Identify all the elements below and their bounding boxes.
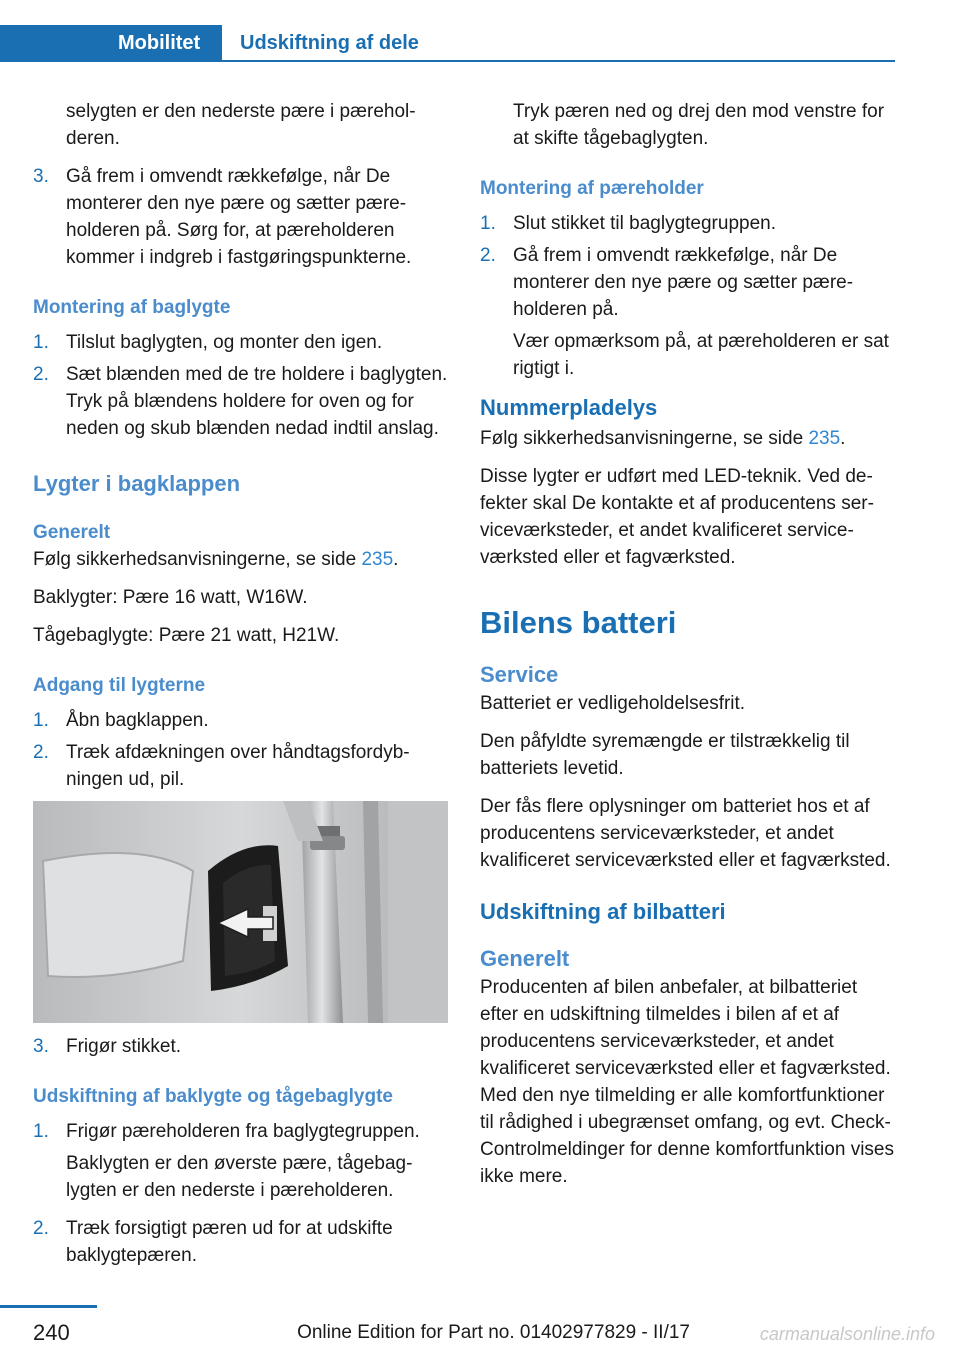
subheading-replace-reverse-fog: Udskiftning af baklygte og tågebaglygte [33, 1086, 393, 1107]
service-text-1: Batteriet er vedligeholdelsesfrit. [480, 693, 746, 714]
service-text-2: Den påfyldte syremængde er tilstrækkelig til batteriets levetid. [480, 731, 850, 779]
step-text: Træk forsigtigt pæren ud for at udskifte baklygtepæren. [66, 1218, 393, 1266]
step-text: Slut stikket til baglygtegruppen. [513, 213, 776, 234]
list-item [33, 1033, 448, 1060]
step-number: 2. [33, 364, 49, 385]
continued-text: selygten er den nederste pære i pæreholderen. [66, 101, 416, 149]
step-number: 2. [33, 1218, 49, 1239]
heading-replace-battery: Udskiftning af bilbatteri [480, 899, 726, 924]
chapter-tab[interactable]: Mobilitet [0, 25, 222, 62]
page-link[interactable]: 235 [808, 428, 841, 449]
safety-text: Følg sikkerhedsanvisningerne, se side [480, 428, 809, 449]
right-column [480, 98, 895, 1201]
heading-tailgate-lights: Lygter i bagklappen [33, 471, 241, 496]
led-info: Disse lygter er udført med LED-teknik. Ved defekter skal De kontakte et af producentens serviceværksteder, et andet kvalificeret serviceværksted eller et fagværksted. [480, 466, 874, 568]
step-number: 1. [480, 213, 496, 234]
watermark: carmanualsonline.info [759, 1324, 935, 1344]
list-item [480, 242, 895, 323]
step-text: Gå frem i omvendt rækkefølge, når De monterer den nye pære og sætter pæreholderen på. Sørg for, at pæreholderen kommer i indgreb i fastgøringspunkterne. [66, 166, 412, 268]
page-number: 240 [33, 1320, 70, 1345]
list-item [480, 210, 895, 237]
heading-battery: Bilens batteri [480, 605, 677, 640]
edition-text: Online Edition for Part no. 01402977829 - II/17 [297, 1322, 690, 1343]
step-number: 2. [480, 245, 496, 266]
heading-license-plate-light: Nummerpladelys [480, 395, 658, 420]
continued-text: Tryk pæren ned og drej den mod venstre for at skifte tågebaglygten. [513, 101, 885, 149]
fog-light-spec: Tågebaglygte: Pære 21 watt, H21W. [33, 625, 340, 646]
list-item [33, 707, 448, 734]
subheading-mount-taillight: Montering af baglygte [33, 297, 231, 318]
step-number: 2. [33, 742, 49, 763]
step-number: 1. [33, 710, 49, 731]
safety-reference [33, 546, 448, 573]
step-text: Sæt blænden med de tre holdere i baglygten. Tryk på blændens holdere for oven og for neden og skub blænden nedad indtil anslag. [66, 364, 448, 439]
reverse-light-spec: Baklygter: Pære 16 watt, W16W. [33, 587, 308, 608]
service-text-3: Der fås flere oplysninger om batteriet hos et af producentens serviceværksteder, et andet kvalificeret serviceværksted eller et fagværksted. [480, 796, 891, 871]
page-link[interactable]: 235 [361, 549, 394, 570]
list-item [33, 1118, 448, 1145]
subheading-general: Generelt [480, 946, 570, 971]
safety-end: . [840, 428, 846, 449]
step-number: 3. [33, 1036, 49, 1057]
safety-reference [480, 425, 895, 452]
list-item [33, 361, 448, 442]
step-text: Træk afdækningen over håndtagsfordybningen ud, pil. [66, 742, 410, 790]
tailgate-illustration-svg [33, 801, 448, 1023]
step-text: Frigør pæreholderen fra baglygtegruppen. [66, 1121, 420, 1142]
step-text: Frigør stikket. [66, 1036, 182, 1057]
step-number: 1. [33, 332, 49, 353]
subheading-mount-holder: Montering af pæreholder [480, 178, 704, 199]
safety-end: . [393, 549, 399, 570]
list-item [33, 329, 448, 356]
footer-rule [0, 1305, 97, 1308]
tailgate-cover-illustration [33, 801, 448, 1023]
subheading-general: Generelt [33, 522, 111, 543]
safety-text: Følg sikkerhedsanvisningerne, se side [33, 549, 362, 570]
step-text: Åbn bagklappen. [66, 710, 209, 731]
step-note: Vær opmærksom på, at pæreholderen er sat rigtigt i. [513, 331, 889, 379]
step-number: 3. [33, 166, 49, 187]
page-header [0, 0, 895, 62]
list-item [33, 739, 448, 793]
left-column [33, 98, 448, 1274]
step-note: Baklygten er den øverste pære, tågebaglygten er den nederste i pæreholderen. [66, 1153, 413, 1201]
section-title[interactable]: Udskiftning af dele [240, 32, 419, 54]
step-number: 1. [33, 1121, 49, 1142]
list-item [33, 163, 448, 271]
general-text: Producenten af bilen anbefaler, at bilbatteriet efter en udskiftning tilmeldes i bilen af et af producentens serviceværksteder, et andet kvalificeret serviceværksted eller et fagværksted. Med den nye tilmelding er alle komfortfunktioner til rådighed i ubegrænset omfang, og evt. Check-Controlmeldinger for denne komfortfunktion vises ikke mere. [480, 977, 894, 1187]
list-item [33, 1215, 448, 1269]
subheading-access: Adgang til lygterne [33, 675, 206, 696]
step-text: Gå frem i omvendt rækkefølge, når De monterer den nye pære og sætter pæreholderen på. [513, 245, 854, 320]
subheading-service: Service [480, 662, 559, 687]
header-rule [0, 60, 895, 62]
step-text: Tilslut baglygten, og monter den igen. [66, 332, 383, 353]
